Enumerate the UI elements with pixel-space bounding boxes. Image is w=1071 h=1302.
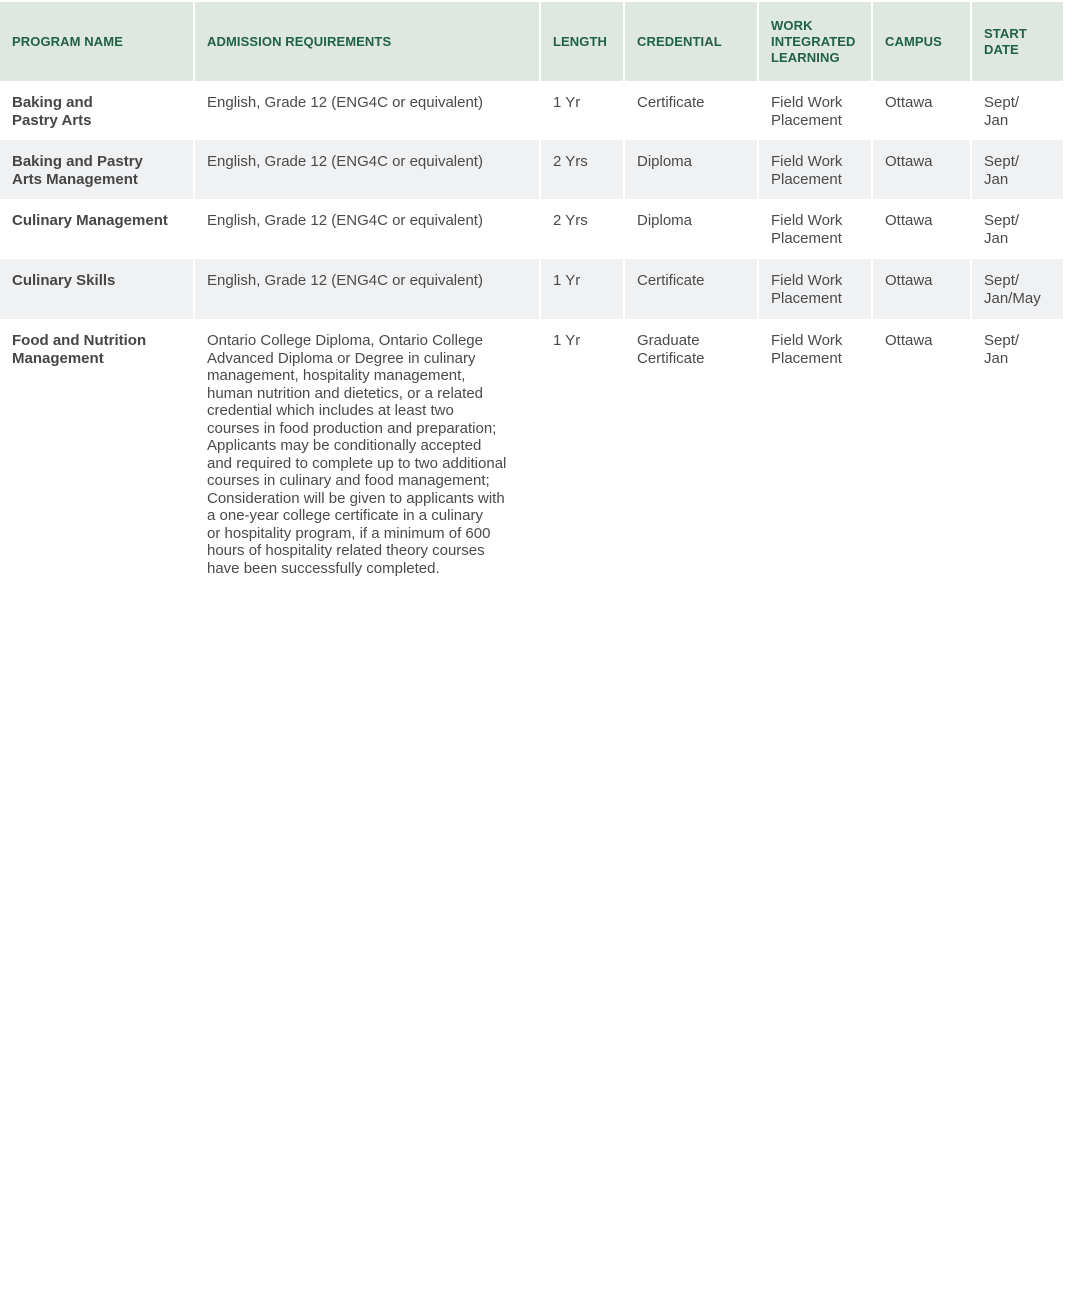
length-cell: 2 Yrs [540,199,624,259]
table-row [0,319,1063,588]
length-cell: 2 Yrs [540,140,624,199]
admission-cell: English, Grade 12 (ENG4C or equivalent) [194,81,540,140]
credential-cell: Diploma [624,140,758,199]
program-name-cell: Culinary Management [0,199,194,259]
length-cell: 1 Yr [540,259,624,319]
length-cell: 1 Yr [540,81,624,140]
header-start-date: START DATE [984,25,1027,57]
table-row [0,140,1063,199]
start-date-cell: Sept/ Jan [984,212,1020,247]
wil-cell: Field Work Placement [758,319,872,588]
campus-cell: Ottawa [872,259,971,319]
wil-cell: Field Work Placement [758,140,872,199]
start-date-cell: Sept/ Jan/May [971,259,1063,319]
campus-cell: Ottawa [872,81,971,140]
admission-cell: English, Grade 12 (ENG4C or equivalent) [194,259,540,319]
admission-cell: English, Grade 12 (ENG4C or equivalent) [194,140,540,199]
table-row [0,259,1063,319]
header-admission-requirements: ADMISSION REQUIREMENTS [194,2,540,81]
admission-cell: Ontario College Diploma, Ontario College Advanced Diploma or Degree in culinary management, hospitality management, human nutrition and dietetics, or a related credential which includes at least two courses in food production and preparation; Applicants may be conditionally accepted and required to complete up to two additional courses in culinary and food management; Consideration will be given to applicants with a one-year college certificate in a culinary or hospitality program, if a minimum of 600 hours of hospitality related theory courses have been successfully completed. [194,319,540,588]
admission-cell: English, Grade 12 (ENG4C or equivalent) [194,199,540,259]
program-name-cell: Baking and Pastry Arts [0,81,194,140]
header-row [0,2,1063,81]
campus-cell: Ottawa [872,140,971,199]
credential-cell: Graduate Certificate [624,319,758,588]
program-name-cell: Food and Nutrition Management [0,319,194,588]
header-length: LENGTH [540,2,624,81]
program-name-cell: Baking and Pastry Arts Management [0,140,194,199]
header-campus: CAMPUS [872,2,971,81]
programs-table [0,2,1063,588]
length-cell: 1 Yr [540,319,624,588]
header-credential: CREDENTIAL [624,2,758,81]
table-row [0,199,1063,259]
start-date-cell: Sept/ Jan [984,94,1020,129]
wil-cell: Field Work Placement [758,259,872,319]
start-date-cell: Sept/ Jan [971,140,1063,199]
header-program-name: PROGRAM NAME [0,2,194,81]
header-work-integrated-learning: WORK INTEGRATED LEARNING [758,2,872,81]
credential-cell: Diploma [624,199,758,259]
credential-cell: Certificate [624,81,758,140]
table-row [0,81,1063,140]
credential-cell: Certificate [624,259,758,319]
table-body [0,81,1063,588]
campus-cell: Ottawa [872,319,971,588]
wil-cell: Field Work Placement [758,199,872,259]
table-header [0,2,1063,81]
campus-cell: Ottawa [872,199,971,259]
wil-cell: Field Work Placement [758,81,872,140]
start-date-cell: Sept/ Jan [984,332,1020,367]
program-name-cell: Culinary Skills [0,259,194,319]
